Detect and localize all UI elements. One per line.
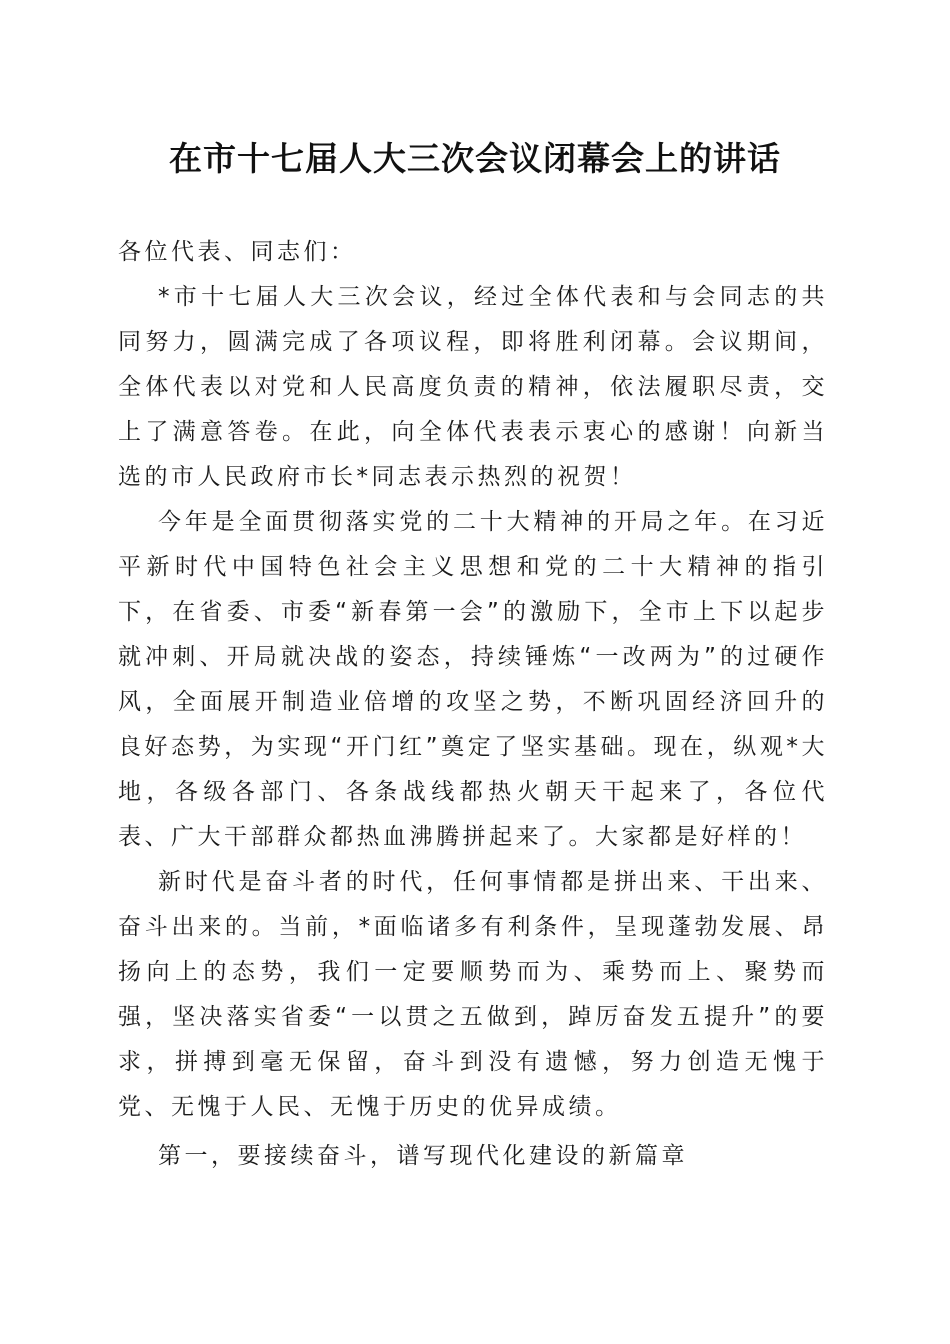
document-body <box>118 230 828 1179</box>
paragraph-year-review: 今年是全面贯彻落实党的二十大精神的开局之年。在习近平新时代中国特色社会主义思想和党的二十大精神的指引下，在省委、市委“新春第一会”的激励下，全市上下以起步就冲刺、开局就决战的姿态，持续锤炼“一改两为”的过硬作风，全面展开制造业倍增的攻坚之势，不断巩固经济回升的良好态势，为实现“开门红”奠定了坚实基础。现在，纵观*大地，各级各部门、各条战线都热火朝天干起来了，各位代表、广大干部群众都热血沸腾拼起来了。大家都是好样的！ <box>118 509 828 850</box>
paragraph-new-era: 新时代是奋斗者的时代，任何事情都是拼出来、干出来、奋斗出来的。当前，*面临诸多有利条件，呈现蓬勃发展、昂扬向上的态势，我们一定要顺势而为、乘势而上、聚势而强，坚决落实省委“一以贯之五做到，踔厉奋发五提升”的要求，拼搏到毫无保留，奋斗到没有遗憾，努力创造无愧于党、无愧于人民、无愧于历史的优异成绩。 <box>118 869 828 1120</box>
document-title: 在市十七届人大三次会议闭幕会上的讲话 <box>169 139 781 178</box>
salutation: 各位代表、同志们： <box>118 239 357 265</box>
section-heading-first: 第一，要接续奋斗，谱写现代化建设的新篇章 <box>158 1143 688 1169</box>
paragraph-opening: *市十七届人大三次会议，经过全体代表和与会同志的共同努力，圆满完成了各项议程，即将胜利闭幕。会议期间，全体代表以对党和人民高度负责的精神，依法履职尽责，交上了满意答卷。在此，向全体代表表示衷心的感谢！向新当选的市人民政府市长*同志表示热烈的祝贺！ <box>118 284 828 490</box>
